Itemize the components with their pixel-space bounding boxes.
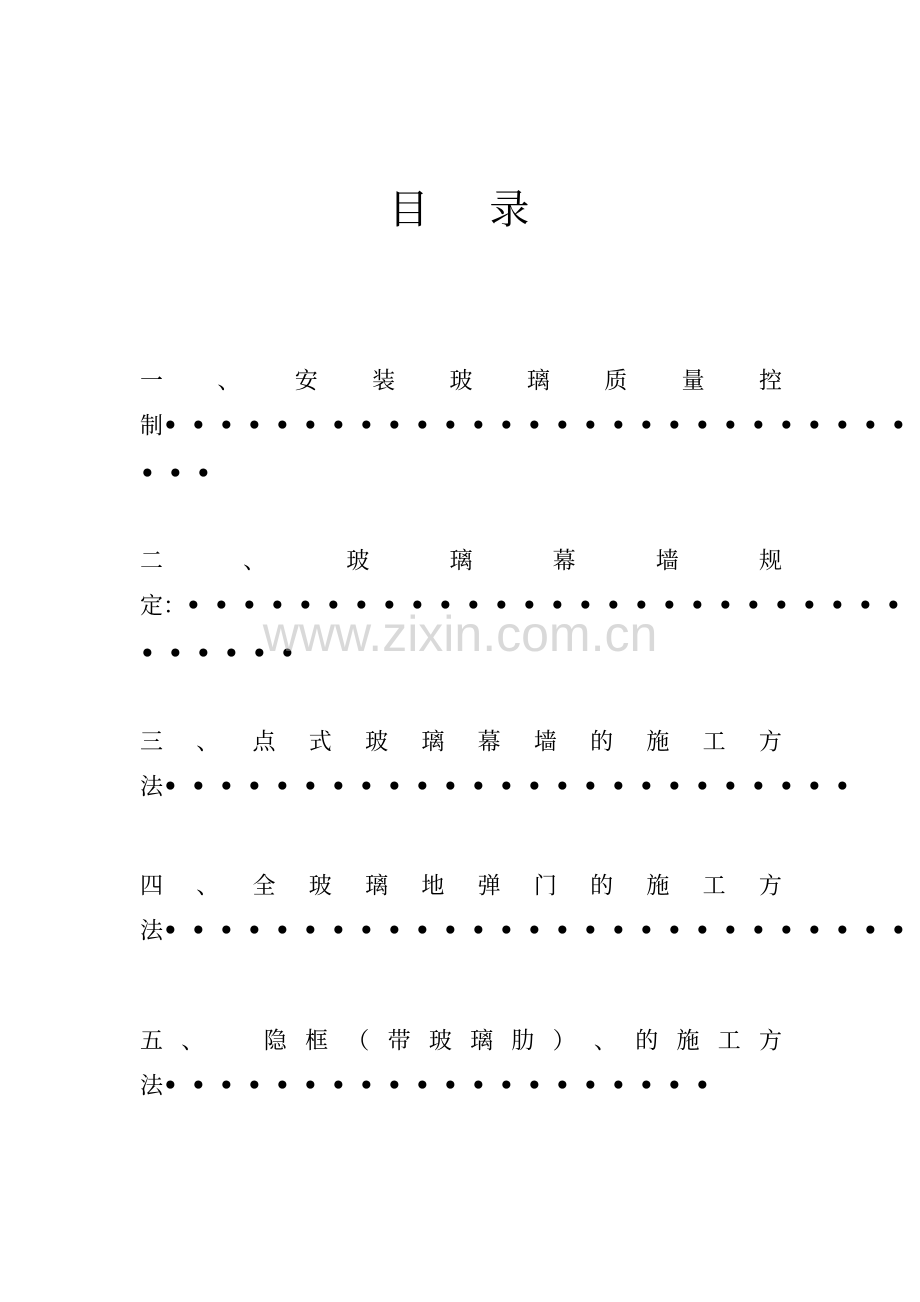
page-title: 目 录 <box>388 187 532 233</box>
watermark-text: www.zixin.com.cn <box>262 606 658 662</box>
toc-entry-continuation <box>140 582 915 630</box>
toc-entry-5[interactable] <box>140 1014 782 1110</box>
toc-char: 带 <box>387 1027 411 1054</box>
toc-char: 方 <box>758 728 782 755</box>
toc-leader-dots-continuation: ••• <box>140 461 225 487</box>
toc-char: （ <box>346 1027 370 1054</box>
toc-entry-continuation <box>140 907 920 955</box>
toc-char: 五 <box>140 1027 163 1054</box>
toc-char: 方 <box>758 872 782 899</box>
toc-char: 的 <box>635 1027 659 1054</box>
toc-leader-dots: ••••••••••••••••••••••••• <box>163 774 864 800</box>
toc-char: 门 <box>533 872 557 899</box>
toc-char: 控 <box>759 367 782 394</box>
toc-char: 二 <box>140 547 163 574</box>
toc-entry-heading <box>140 534 782 582</box>
toc-char: 框 <box>305 1027 329 1054</box>
toc-entry-tail-text: 法 <box>140 1073 163 1099</box>
toc-char: 装 <box>372 367 396 394</box>
toc-char: 地 <box>421 872 445 899</box>
toc-char: 质 <box>604 367 628 394</box>
toc-char: 工 <box>702 728 726 755</box>
toc-char: 工 <box>702 872 726 899</box>
toc-entry-tail-text: 法 <box>140 774 163 800</box>
toc-entry-4[interactable] <box>140 859 920 955</box>
toc-entry-2[interactable] <box>140 534 915 678</box>
toc-entry-heading <box>140 859 782 907</box>
toc-leader-dots: ••••••••••••••••••••••••••• <box>163 918 920 944</box>
toc-char: 方 <box>758 1027 782 1054</box>
toc-entry-continuation <box>140 763 864 811</box>
toc-entry-heading <box>140 715 782 763</box>
toc-char: 一 <box>140 367 163 394</box>
toc-char: 璃 <box>449 547 473 574</box>
toc-char: 式 <box>308 728 332 755</box>
toc-char: 工 <box>717 1027 741 1054</box>
toc-char: 、 <box>243 547 267 574</box>
toc-char: 、 <box>181 1027 205 1054</box>
toc-char: ） <box>552 1027 576 1054</box>
toc-entry-continuation <box>140 402 920 450</box>
toc-char: 安 <box>294 367 318 394</box>
toc-leader-dots: •••••••••••••••••••••••••• <box>186 593 915 619</box>
toc-char: 肋 <box>511 1027 535 1054</box>
toc-char: 施 <box>646 728 670 755</box>
toc-char: 墙 <box>533 728 557 755</box>
toc-char: 施 <box>676 1027 700 1054</box>
toc-entry-heading <box>140 354 782 402</box>
toc-entry-tail-text: 定： <box>140 593 186 619</box>
toc-char: 幕 <box>552 547 576 574</box>
toc-char: 、 <box>196 872 220 899</box>
toc-char: 施 <box>646 872 670 899</box>
toc-char: 璃 <box>421 728 445 755</box>
toc-char: 玻 <box>346 547 370 574</box>
toc-char: 量 <box>681 367 705 394</box>
toc-entry-3[interactable] <box>140 715 864 811</box>
toc-char: 隐 <box>263 1027 287 1054</box>
toc-char: 玻 <box>308 872 332 899</box>
toc-char: 弹 <box>477 872 501 899</box>
toc-char: 璃 <box>470 1027 494 1054</box>
toc-char: 的 <box>590 728 614 755</box>
toc-entry-heading <box>140 1014 782 1062</box>
toc-char: 规 <box>758 547 782 574</box>
toc-char: 点 <box>252 728 276 755</box>
toc-entry-tail-text: 制 <box>140 413 163 439</box>
toc-char: 幕 <box>477 728 501 755</box>
toc-entry-1[interactable] <box>140 354 920 498</box>
toc-char: 全 <box>252 872 276 899</box>
toc-char: 的 <box>590 872 614 899</box>
toc-leader-dots: •••••••••••••••••••• <box>163 1073 724 1099</box>
toc-char: 墙 <box>655 547 679 574</box>
toc-char: 玻 <box>449 367 473 394</box>
toc-char: 三 <box>140 728 163 755</box>
toc-char: 、 <box>196 728 220 755</box>
toc-char: 玻 <box>428 1027 452 1054</box>
toc-char: 、 <box>593 1027 617 1054</box>
toc-char: 、 <box>217 367 241 394</box>
toc-char: 璃 <box>365 872 389 899</box>
toc-char: 璃 <box>526 367 550 394</box>
toc-entry-tail-text: 法 <box>140 918 163 944</box>
toc-char: 四 <box>140 872 163 899</box>
toc-entry-continuation <box>140 1062 782 1110</box>
toc-leader-dots-continuation: •••••• <box>140 641 309 667</box>
toc-char: 玻 <box>365 728 389 755</box>
toc-leader-dots: ••••••••••••••••••••••••••• <box>163 413 920 439</box>
